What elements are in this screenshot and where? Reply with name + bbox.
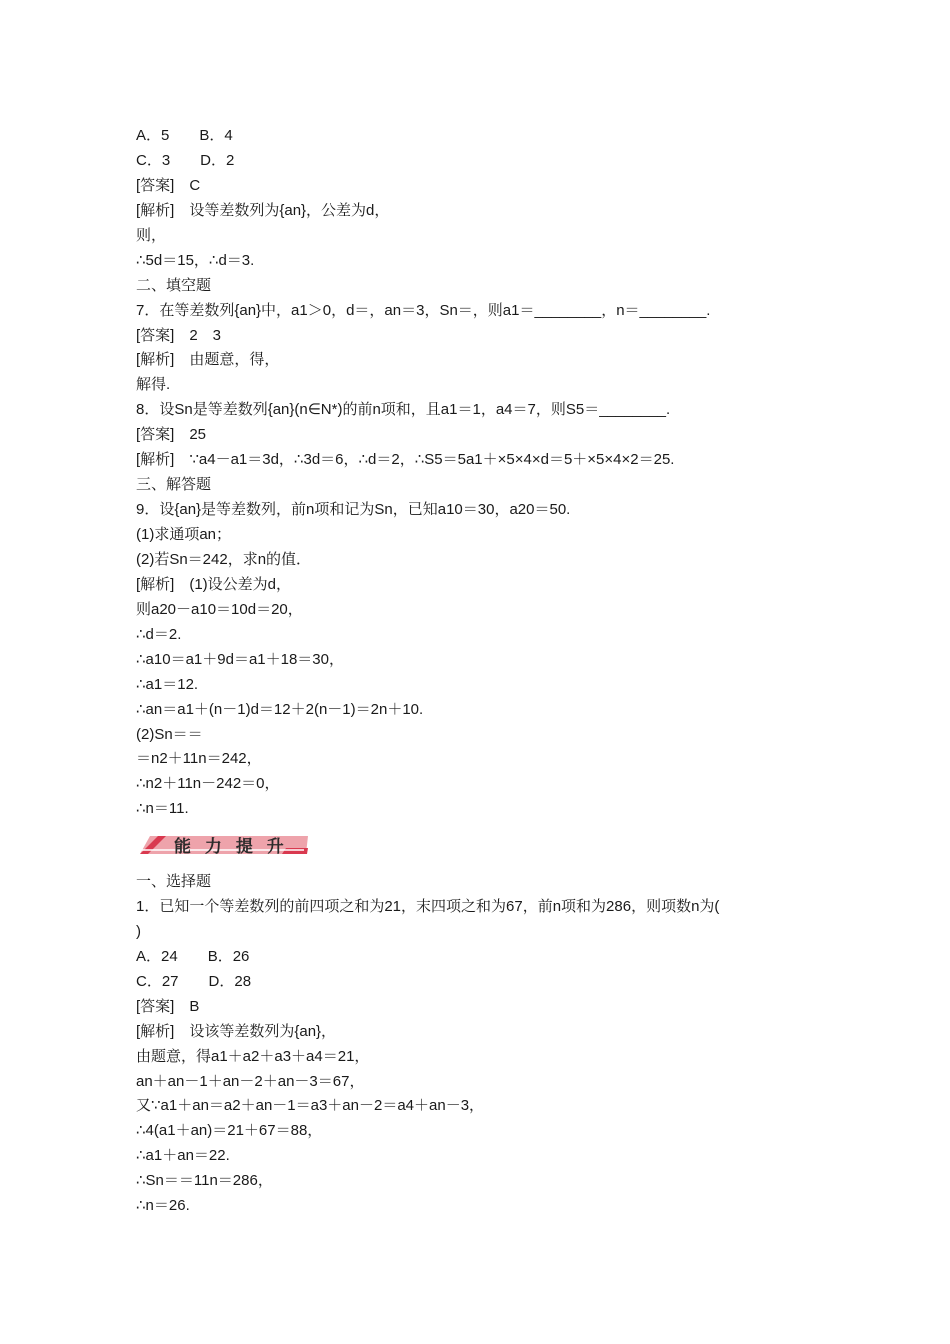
text-line: [解析] (1)设公差为d， [136,575,292,593]
text-line: 7．在等差数列{an}中，a1＞0，d＝，an＝3，Sn＝，则a1＝________，n＝________. [136,301,711,319]
text-line: (2)若Sn＝242，求n的值． [136,550,312,568]
text-line: 二、填空题 [136,276,212,294]
text-line: 三、解答题 [136,476,212,494]
text-line: (2)Sn＝＝ [136,725,203,743]
text-line: 由题意，得a1＋a2＋a3＋a4＝21， [136,1047,370,1065]
banner-title: 能 力 提 升 [174,837,288,857]
text-line: [解析] ∵a4－a1＝3d，∴3d＝6，∴d＝2，∴S5＝5a1＋×5×4×d＝5＋×5×4×2＝25. [136,451,675,469]
text-line: 9．设{an}是等差数列，前n项和记为Sn，已知a10＝30，a20＝50. [136,501,571,519]
text-line: ＝n2＋11n＝242， [136,750,262,768]
text-line: 1．已知一个等差数列的前四项之和为21，末四项之和为67，前n项和为286，则项数n为( [136,897,720,915]
text-line: [解析] 设该等差数列为{an}， [136,1022,337,1040]
text-line: ∴a1＋an＝22. [136,1147,230,1165]
text-line: 又∵a1＋an＝a2＋an－1＝a3＋an－2＝a4＋an－3， [136,1097,485,1115]
content-block-part-2 [136,870,836,1219]
text-line: A．5 B．4 [136,127,233,144]
text-line: [答案] 25 [136,426,207,444]
text-line: ∴a10＝a1＋9d＝a1＋18＝30， [136,650,344,668]
text-line: ∴n＝26. [136,1197,190,1215]
text-line: C．27 D．28 [136,972,252,990]
text-line: [解析] 由题意，得， [136,351,280,369]
text-line: ∴4(a1＋an)＝21＋67＝88， [136,1122,323,1140]
text-line: [答案] 2 3 [136,326,222,344]
text-line: ∴n2＋11n－242＝0， [136,775,280,793]
text-line: ∴a1＝12. [136,675,199,693]
content-block-part-1 [136,124,836,822]
text-line: ∴an＝a1＋(n－1)d＝12＋2(n－1)＝2n＋10. [136,700,424,718]
text-line: [答案] C [136,176,201,194]
text-line: [答案] B [136,997,200,1015]
text-line: A．24 B．26 [136,947,250,965]
text-line: ∴Sn＝＝11n＝286， [136,1172,273,1190]
text-line: ) [136,922,141,940]
text-line: 8．设Sn是等差数列{an}(n∈N*)的前n项和，且a1＝1，a4＝7，则S5＝________. [136,401,671,419]
text-line: 解得. [136,376,171,394]
text-line: 则a20－a10＝10d＝20， [136,600,303,618]
text-line: 则， [136,226,167,244]
section-banner [136,830,310,858]
text-line: 一、选择题 [136,873,212,890]
text-line: (1)求通项an； [136,526,232,543]
text-line: ∴5d＝15，∴d＝3. [136,251,255,269]
text-line: ∴d＝2. [136,625,182,643]
text-line: ∴n＝11. [136,800,189,818]
text-line: an＋an－1＋an－2＋an－3＝67， [136,1072,365,1090]
text-line: [解析] 设等差数列为{an}，公差为d， [136,201,390,219]
text-line: C．3 D．2 [136,151,235,169]
